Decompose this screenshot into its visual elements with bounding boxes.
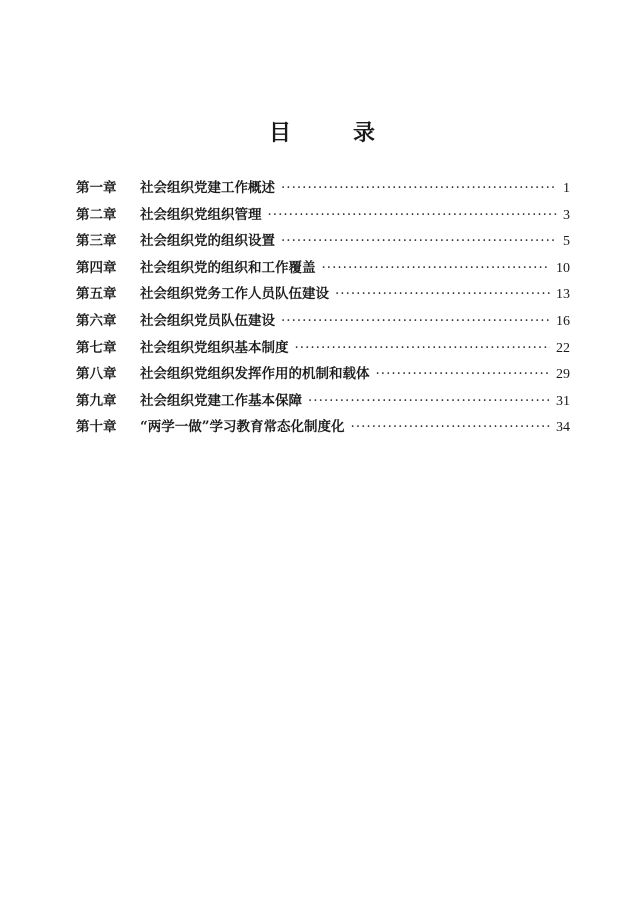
- page-number: 5: [563, 234, 570, 250]
- toc-entry: [76, 362, 570, 389]
- chapter-number: 第五章: [76, 286, 117, 303]
- page-number: 13: [556, 287, 570, 303]
- chapter-title: 社会组织党的组织和工作覆盖: [140, 259, 316, 276]
- page-number: 10: [556, 260, 570, 276]
- chapter-number: 第二章: [76, 206, 117, 223]
- toc-entry: [76, 176, 570, 203]
- page-number: 29: [556, 367, 570, 383]
- chapter-number: 第四章: [76, 259, 117, 276]
- chapter-number: 第三章: [76, 233, 117, 250]
- dot-leader: [268, 207, 558, 223]
- chapter-number: 第九章: [76, 392, 117, 409]
- toc-entry: [76, 389, 570, 416]
- chapter-number: 第七章: [76, 339, 117, 356]
- dot-leader: [335, 286, 550, 302]
- dot-leader: [281, 180, 557, 196]
- chapter-title: 社会组织党员队伍建设: [140, 312, 275, 329]
- page-number: 22: [556, 340, 570, 356]
- toc-entry: [76, 336, 570, 363]
- toc-entry: [76, 309, 570, 336]
- chapter-title: 社会组织党务工作人员队伍建设: [140, 286, 329, 303]
- dot-leader: [281, 313, 550, 329]
- toc-entry: [76, 256, 570, 283]
- dot-leader: [351, 419, 550, 435]
- page-number: 3: [563, 207, 570, 223]
- page-number: 1: [563, 181, 570, 196]
- chapter-title: 社会组织党组织发挥作用的机制和载体: [140, 366, 370, 383]
- chapter-title: 社会组织党的组织设置: [140, 233, 275, 250]
- page-number: 34: [556, 420, 570, 436]
- chapter-number: 第六章: [76, 312, 117, 329]
- dot-leader: [308, 393, 550, 409]
- chapter-title: “两学一做”学习教育常态化制度化: [140, 419, 345, 436]
- chapter-title: 社会组织党建工作基本保障: [140, 392, 302, 409]
- toc-entry: [76, 229, 570, 256]
- page-title: 目 录: [268, 120, 395, 146]
- toc-entry: [76, 415, 570, 442]
- toc-entry: [76, 282, 570, 309]
- page-number: 31: [556, 393, 570, 409]
- toc-entry: [76, 203, 570, 230]
- dot-leader: [322, 260, 551, 276]
- dot-leader: [376, 366, 551, 382]
- chapter-number: 第一章: [76, 180, 117, 196]
- dot-leader: [281, 233, 557, 249]
- chapter-title: 社会组织党建工作概述: [140, 180, 275, 196]
- dot-leader: [295, 340, 551, 356]
- chapter-title: 社会组织党组织基本制度: [140, 339, 289, 356]
- chapter-number: 第十章: [76, 419, 117, 436]
- chapter-title: 社会组织党组织管理: [140, 206, 262, 223]
- page-number: 16: [556, 313, 570, 329]
- table-of-contents: [76, 176, 570, 442]
- chapter-number: 第八章: [76, 366, 117, 383]
